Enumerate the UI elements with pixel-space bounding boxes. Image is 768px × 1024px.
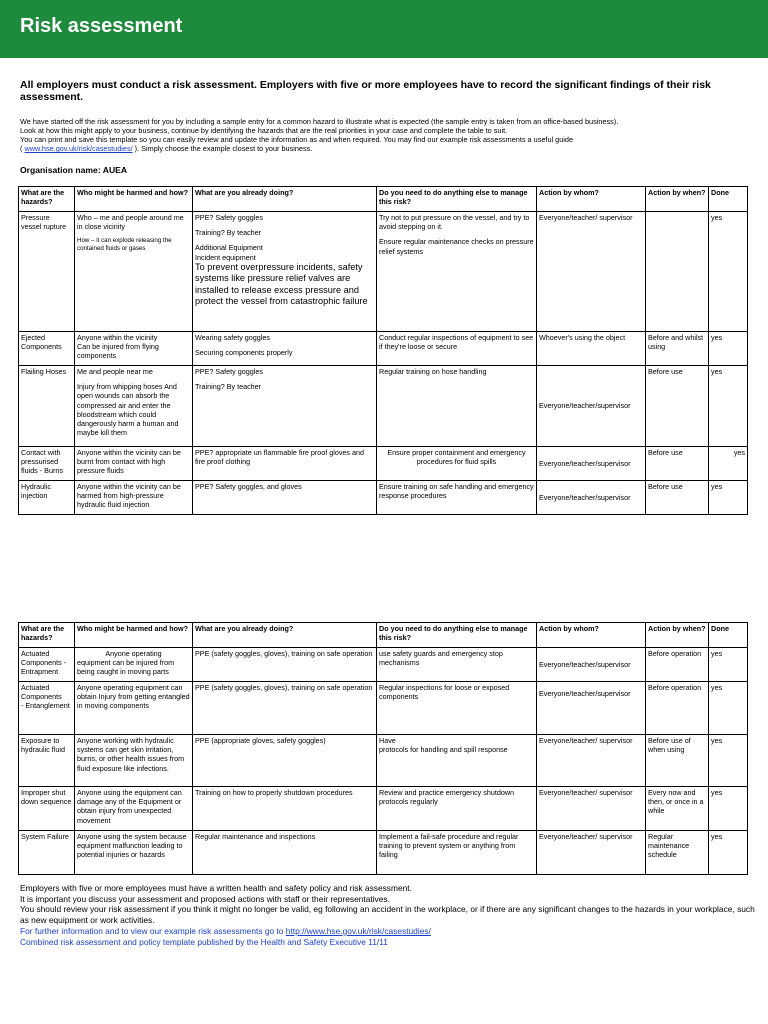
instructions-line: Look at how this might apply to your business, continue by identifying the hazards that are the real priorities in your case and complete the table to suit.: [20, 126, 508, 136]
done-cell: yes: [709, 481, 748, 515]
instructions-line: We have started off the risk assessment for you by including a sample entry for a common hazard to illustrate what is expected (the sample entry is taken from an office-based business).: [20, 117, 619, 126]
doing-text: PPE? Safety goggles: [195, 367, 263, 376]
footer-line: It is important you discuss your assessment and proposed actions with staff or their representatives.: [20, 893, 390, 904]
table-row: [19, 447, 748, 481]
header-doing: What are you already doing?: [193, 187, 377, 212]
hazard-text: Actuated Components: [21, 683, 62, 702]
else-cell: Ensure training on safe handling and emergency response procedures: [377, 481, 537, 515]
footer-line: Employers with five or more employees must have a written health and safety policy and risk assessment.: [20, 883, 412, 893]
header-else: Do you need to do anything else to manage this risk?: [377, 187, 537, 212]
header-done: Done: [709, 187, 748, 212]
whom-cell: Everyone/teacher/supervisor: [537, 648, 646, 682]
doing-text: To prevent overpressure incidents, safety systems like pressure relief valves are installed to release excess pressure and protect the vessel from catastrophic failure: [195, 261, 368, 307]
else-cell: [377, 212, 537, 332]
who-cell: [75, 332, 193, 366]
header-when: Action by when?: [646, 187, 709, 212]
whom-cell: Everyone/teacher/supervisor: [537, 366, 646, 447]
done-cell: yes: [709, 787, 748, 831]
risk-table-2: [18, 622, 748, 875]
who-text: Anyone within the vicinity: [77, 333, 158, 342]
doing-text: Securing components properly: [195, 348, 293, 358]
header-whom: Action by whom?: [537, 623, 646, 648]
doing-text: PPE? Safety goggles: [195, 213, 263, 222]
doing-text: Training? By teacher: [195, 228, 262, 238]
table-row: [19, 831, 748, 875]
header-who: Who might be harmed and how?: [75, 187, 193, 212]
who-cell: Anyone using the equipment can damage any of the Equipment or obtain injury from unexpected movement: [75, 787, 193, 831]
organisation-name: Organisation name: AUEA: [20, 165, 128, 175]
done-cell: yes: [709, 831, 748, 875]
hazard-cell: Actuated Components - Entrapment: [19, 648, 75, 682]
doing-cell: PPE? Safety goggles, and gloves: [193, 481, 377, 515]
else-cell: Conduct regular inspections of equipment to see if they're loose or secure: [377, 332, 537, 366]
when-cell: Before operation: [646, 682, 709, 735]
hazard-cell: Pressure vessel rupture: [19, 212, 75, 332]
instructions-paragraph: [20, 117, 750, 153]
doing-cell: PPE (appropriate gloves, safety goggles): [193, 735, 377, 787]
table-row: [19, 682, 748, 735]
whom-cell: Everyone/teacher/supervisor: [537, 481, 646, 515]
header-when: Action by when?: [646, 623, 709, 648]
hazard-cell: System Failure: [19, 831, 75, 875]
link-suffix: ). Simply choose the example closest to your business.: [132, 144, 313, 154]
table-row: [19, 648, 748, 682]
doing-cell: [193, 366, 377, 447]
who-cell: Anyone within the vicinity can be harmed from high-pressure hydraulic fluid injection: [75, 481, 193, 515]
done-cell: yes: [709, 332, 748, 366]
who-text: Can be injured from flying components: [77, 342, 159, 361]
hazard-cell: Exposure to hydraulic fluid: [19, 735, 75, 787]
hazard-cell: Flailing Hoses: [19, 366, 75, 447]
whom-cell: Whoever's using the object: [537, 332, 646, 366]
footer-link-line: [20, 926, 755, 937]
else-text: Have: [379, 736, 396, 745]
doing-cell: PPE? appropriate un flammable fire proof gloves and fire proof clothing: [193, 447, 377, 481]
hazard-cell: Improper shut down sequence: [19, 787, 75, 831]
when-cell: Every now and then, or once in a while: [646, 787, 709, 831]
header-doing: What are you already doing?: [193, 623, 377, 648]
header-hazards: What are the hazards?: [19, 623, 75, 648]
header-done: Done: [709, 623, 748, 648]
intro-statement: [20, 79, 750, 103]
table-row: [19, 212, 748, 332]
footer-link-prefix: For further information and to view our example risk assessments go to: [20, 925, 286, 936]
intro-line: All employers must conduct a risk assessment. Employers with five or more employees have to record the significant findings of their risk: [20, 79, 711, 91]
when-cell: Regular maintenance schedule: [646, 831, 709, 875]
risk-table-1: [18, 186, 748, 515]
else-cell: Regular training on hose handling: [377, 366, 537, 447]
footer-casestudies-link[interactable]: http://www.hse.gov.uk/risk/casestudies/: [285, 925, 431, 936]
who-cell: Anyone within the vicinity can be burnt from contact with high pressure fluids: [75, 447, 193, 481]
casestudies-link[interactable]: www.hse.gov.uk/risk/casestudies/: [24, 144, 133, 154]
else-cell: [377, 735, 537, 787]
done-cell: yes: [709, 366, 748, 447]
table-header-row: [19, 623, 748, 648]
doing-cell: [193, 332, 377, 366]
who-text: Who – me and people around me in close vicinity: [77, 213, 184, 232]
who-cell: [75, 212, 193, 332]
doing-cell: Regular maintenance and inspections: [193, 831, 377, 875]
doing-cell: PPE (safety goggles, gloves), training on safe operation: [193, 648, 377, 682]
doing-text: Additional Equipment: [195, 243, 263, 253]
table-header-row: [19, 187, 748, 212]
hazard-text: - Entanglement: [21, 701, 70, 711]
hazard-cell: [19, 682, 75, 735]
who-text: Anyone operating: [105, 649, 162, 658]
instructions-link-line: [20, 144, 750, 153]
who-cell: Anyone operating equipment can obtain Injury from getting entangled in moving components: [75, 682, 193, 735]
when-cell: [646, 212, 709, 332]
header-hazards: What are the hazards?: [19, 187, 75, 212]
link-prefix: (: [20, 144, 25, 154]
whom-cell: Everyone/teacher/ supervisor: [537, 831, 646, 875]
whom-cell: Everyone/teacher/supervisor: [537, 447, 646, 481]
whom-cell: [537, 682, 646, 735]
else-text: protocols for handling and spill response: [379, 745, 508, 755]
else-text: Try not to put pressure on the vessel, and try to avoid stepping on it.: [379, 213, 530, 232]
hazard-cell: Ejected Components: [19, 332, 75, 366]
who-cell: Anyone working with hydraulic systems can get skin irritation, burns, or other health issues from fluid exposure like infections.: [75, 735, 193, 787]
whom-cell: Everyone/teacher/ supervisor: [537, 787, 646, 831]
who-text: Injury from whipping hoses And open wounds can absorb the compressed air and enter the bloodstream which could dangerously harm a human and maybe kill them: [77, 382, 179, 438]
when-cell: Before use: [646, 366, 709, 447]
table-row: [19, 366, 748, 447]
done-cell: yes: [709, 735, 748, 787]
instructions-line: You can print and save this template so you can easily review and update the information as and when required. You may find our example risk assessments a useful guide: [20, 135, 573, 145]
when-cell: Before use of when using: [646, 735, 709, 787]
doing-cell: [193, 212, 377, 332]
else-text: Ensure proper containment and emergency procedures for fluid spills: [387, 448, 526, 467]
else-cell: Review and practice emergency shutdown protocols regularly: [377, 787, 537, 831]
when-cell: Before use: [646, 447, 709, 481]
how-text: How – it can explode releasing the contained fluids or gases: [77, 237, 172, 252]
else-cell: Implement a fail-safe procedure and regular training to prevent system or anything from failing: [377, 831, 537, 875]
else-cell: [377, 447, 537, 481]
header-who: Who might be harmed and how?: [75, 623, 193, 648]
who-text: Me and people near me: [77, 367, 153, 376]
when-cell: Before operation: [646, 648, 709, 682]
table-row: [19, 332, 748, 366]
footer-publisher-line: Combined risk assessment and policy template published by the Health and Safety Executive 11/11: [20, 936, 388, 947]
table-row: [19, 787, 748, 831]
else-cell: use safety guards and emergency stop mechanisms: [377, 648, 537, 682]
else-text: Ensure regular maintenance checks on pressure relief systems: [379, 237, 534, 256]
who-cell: Anyone using the system because equipment malfunction leading to potential injuries or hazards: [75, 831, 193, 875]
done-cell: yes: [709, 682, 748, 735]
doing-text: Training? By teacher: [195, 382, 262, 392]
doing-cell: PPE (safety goggles, gloves), training on safe operation: [193, 682, 377, 735]
when-cell: Before use: [646, 481, 709, 515]
done-cell: yes: [709, 212, 748, 332]
table-row: [19, 481, 748, 515]
whom-cell: Everyone/teacher/ supervisor: [537, 212, 646, 332]
hazard-cell: Hydraulic injection: [19, 481, 75, 515]
header-whom: Action by whom?: [537, 187, 646, 212]
table-row: [19, 735, 748, 787]
footer-notes: [20, 883, 755, 947]
who-cell: [75, 648, 193, 682]
intro-line: assessment.: [20, 91, 84, 103]
title-banner: [0, 0, 768, 58]
who-cell: [75, 366, 193, 447]
page-title: Risk assessment: [20, 15, 183, 37]
when-cell: Before and whilst using: [646, 332, 709, 366]
hazard-cell: Contact with pressurised fluids - Burns: [19, 447, 75, 481]
done-cell: yes: [709, 648, 748, 682]
whom-text: Everyone/teacher/supervisor: [539, 689, 631, 698]
doing-cell: Training on how to properly shutdown procedures: [193, 787, 377, 831]
else-cell: Regular inspections for loose or exposed components: [377, 682, 537, 735]
doing-text: Incident equipment: [195, 252, 256, 262]
footer-line: You should review your risk assessment if you think it might no longer be valid, eg following an accident in the workplace, or if there are any significant changes to the hazards in your workplace, such as new equipment or work activities.: [20, 904, 755, 926]
header-else: Do you need to do anything else to manage this risk?: [377, 623, 537, 648]
done-cell: yes: [709, 447, 748, 481]
doing-text: Wearing safety goggles: [195, 333, 270, 342]
whom-cell: Everyone/teacher/ supervisor: [537, 735, 646, 787]
who-text: equipment can be injured from being caught in moving parts: [77, 658, 175, 677]
